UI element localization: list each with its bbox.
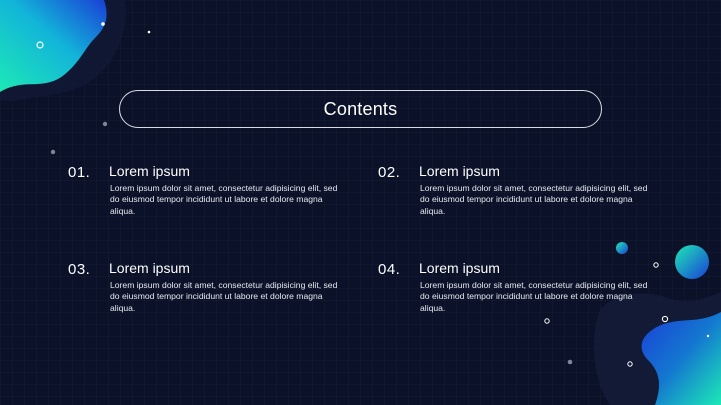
item-heading: Lorem ipsum [109, 260, 190, 276]
dot [101, 22, 105, 26]
dot [51, 150, 55, 154]
dot [148, 31, 151, 34]
contents-item-1 [68, 163, 338, 234]
dot [568, 360, 573, 365]
slide-title: Contents [323, 98, 398, 119]
dot [103, 122, 107, 126]
item-body: Lorem ipsum dolor sit amet, consectetur adipisicing elit, sed do eiusmod tempor incididunt ut labore et dolore magna aliqua. [110, 280, 338, 313]
title-pill [119, 90, 602, 128]
item-body: Lorem ipsum dolor sit amet, consectetur adipisicing elit, sed do eiusmod tempor incididunt ut labore et dolore magna aliqua. [420, 280, 648, 313]
item-heading: Lorem ipsum [419, 163, 500, 179]
contents-item-4 [378, 260, 648, 331]
gradient-ball-large [675, 245, 709, 279]
item-number: 02. [378, 164, 401, 181]
gradient-ball-small [616, 242, 628, 254]
item-heading: Lorem ipsum [109, 163, 190, 179]
dot [707, 335, 709, 337]
contents-item-3 [68, 260, 338, 331]
item-number: 01. [68, 164, 91, 181]
item-number: 04. [378, 261, 401, 278]
contents-item-2 [378, 163, 648, 234]
item-heading: Lorem ipsum [419, 260, 500, 276]
ring-dot [654, 263, 658, 267]
item-number: 03. [68, 261, 91, 278]
item-body: Lorem ipsum dolor sit amet, consectetur adipisicing elit, sed do eiusmod tempor incididunt ut labore et dolore magna aliqua. [420, 183, 648, 216]
item-body: Lorem ipsum dolor sit amet, consectetur adipisicing elit, sed do eiusmod tempor incididunt ut labore et dolore magna aliqua. [110, 183, 338, 216]
